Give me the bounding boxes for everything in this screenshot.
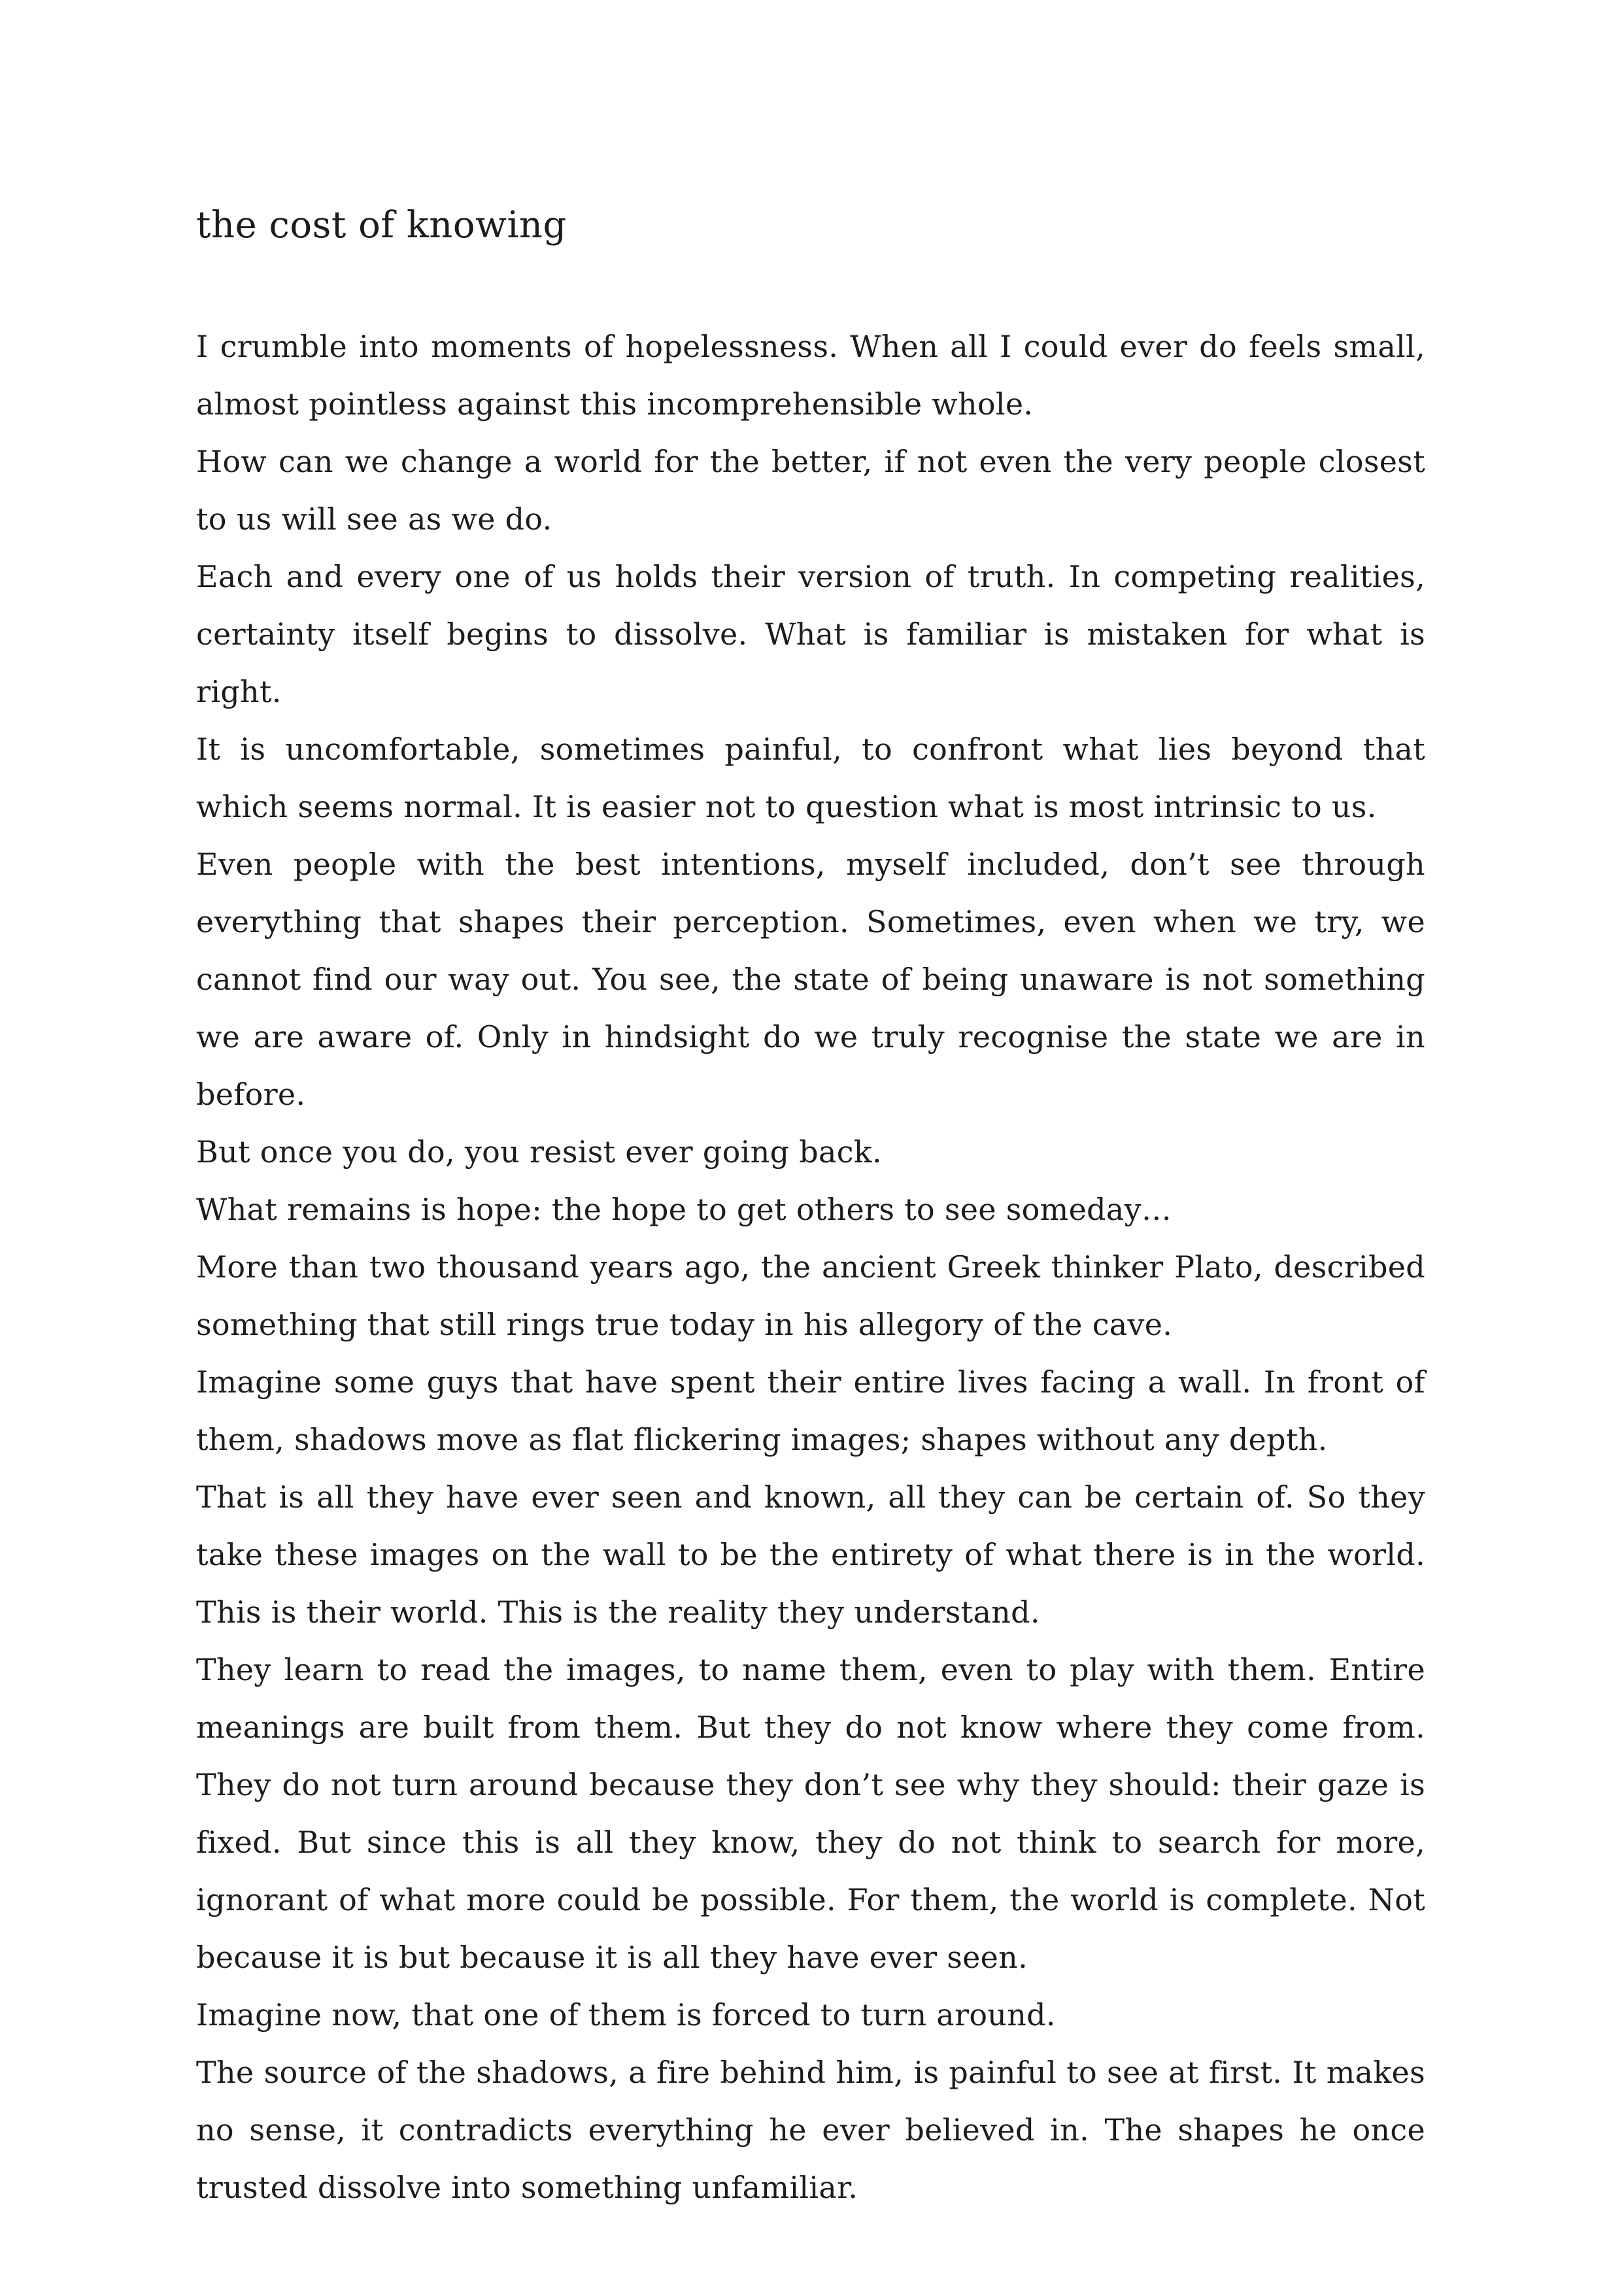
paragraph-1: I crumble into moments of hopelessness. When all I could ever do feels small, almost pointless against this incomprehensible whole.: [196, 329, 1425, 422]
paragraph-12: Imagine now, that one of them is forced to turn around.: [196, 1997, 1056, 2033]
paragraph-3: Each and every one of us holds their version of truth. In competing realities, certainty itself begins to dissolve. What is familiar is mistaken for what is right.: [196, 559, 1425, 709]
paragraph-9: Imagine some guys that have spent their entire lives facing a wall. In front of them, shadows move as flat flickering images; shapes without any depth.: [196, 1364, 1425, 1457]
paragraph-5: Even people with the best intentions, myself included, don’t see through everything that shapes their perception. Sometimes, even when we try, we cannot find our way out. You see, the state of being unaware is not something we are aware of. Only in hindsight do we truly recognise the state we are in before.: [196, 847, 1425, 1112]
paragraph-11: They learn to read the images, to name them, even to play with them. Entire meanings are built from them. But they do not know where they come from. They do not turn around because they don’t see why they should: their gaze is fixed. But since this is all they know, they do not think to search for more, ignorant of what more could be possible. For them, the world is complete. Not because it is but because it is all they have ever seen.: [196, 1652, 1425, 1975]
paragraph-7: What remains is hope: the hope to get others to see someday…: [196, 1192, 1172, 1227]
paragraph-8: More than two thousand years ago, the ancient Greek thinker Plato, described something that still rings true today in his allegory of the cave.: [196, 1249, 1425, 1342]
paragraph-2: How can we change a world for the better, if not even the very people closest to us will see as we do.: [196, 444, 1425, 537]
paragraph-6: But once you do, you resist ever going back.: [196, 1134, 882, 1170]
document-title: the cost of knowing: [196, 204, 567, 246]
paragraph-10: That is all they have ever seen and known, all they can be certain of. So they take these images on the wall to be the entirety of what there is in the world. This is their world. This is the reality they understand.: [196, 1479, 1425, 1630]
document-content: [196, 196, 1425, 2216]
document-body: [196, 318, 1425, 2216]
paragraph-13: The source of the shadows, a fire behind him, is painful to see at first. It makes no sense, it contradicts everything he ever believed in. The shapes he once trusted dissolve into something unfamiliar.: [196, 2055, 1425, 2205]
paragraph-4: It is uncomfortable, sometimes painful, to confront what lies beyond that which seems normal. It is easier not to question what is most intrinsic to us.: [196, 732, 1425, 824]
